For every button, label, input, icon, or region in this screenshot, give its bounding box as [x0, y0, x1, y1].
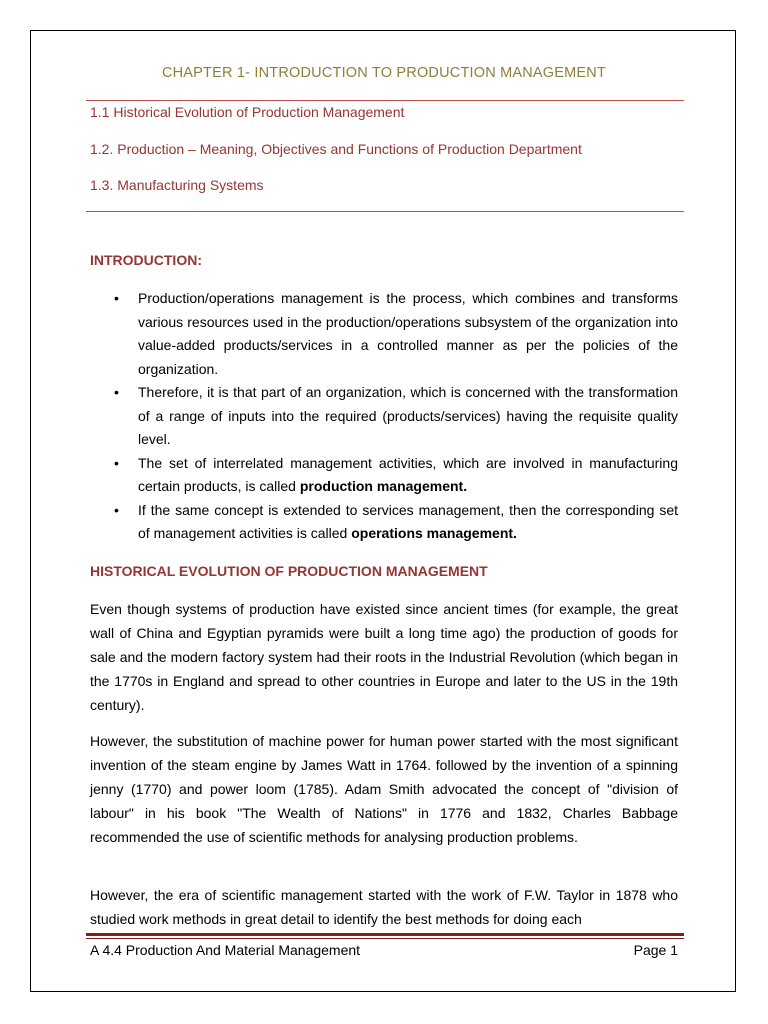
bullet-bold-term: production management. — [299, 478, 468, 494]
introduction-heading: INTRODUCTION: — [90, 252, 202, 268]
historical-evolution-heading: HISTORICAL EVOLUTION OF PRODUCTION MANAGEMENT — [90, 563, 488, 579]
footer-course-title: A 4.4 Production And Material Management — [90, 942, 361, 958]
bullet-text: Production/operations management is the process, which combines and transforms various resources used in the production/operations subsystem of the organization into value-added products/services in a controlled manner as per the policies of the organization. — [138, 290, 678, 377]
paragraph-1: Even though systems of production have existed since ancient times (for example, the great wall of China and Egyptian pyramids were built a long time ago) the production of goods for sale and the modern factory system had their roots in the Industrial Revolution (which began in the 1770s in England and spread to other countries in Europe and later to the US in the 19th century). — [90, 601, 678, 713]
bullet-text: Therefore, it is that part of an organization, which is concerned with the transformation of a range of inputs into the required (products/services) having the requisite quality level. — [138, 384, 678, 447]
bullet-bold-term: operations management. — [351, 525, 517, 541]
list-item — [110, 287, 678, 381]
bullet-text: The set of interrelated management activities, which are involved in manufacturing certain products, is called — [138, 454, 678, 494]
bullet-icon: • — [114, 454, 119, 471]
toc-top-rule — [86, 100, 684, 101]
toc-item-1-1: 1.1 Historical Evolution of Production Management — [90, 104, 405, 120]
footer-rule — [86, 933, 684, 936]
bullet-text: If the same concept is extended to services management, then the corresponding set of management activities is called — [138, 501, 678, 541]
list-item — [110, 381, 678, 452]
toc-bottom-rule — [86, 211, 684, 212]
chapter-title: CHAPTER 1- INTRODUCTION TO PRODUCTION MANAGEMENT — [161, 65, 607, 81]
footer-rule-thin — [86, 938, 684, 939]
list-item — [110, 499, 678, 546]
introduction-bullet-list — [110, 287, 678, 546]
list-item — [110, 452, 678, 499]
toc-item-1-3: 1.3. Manufacturing Systems — [90, 177, 264, 193]
bullet-icon: • — [114, 384, 119, 400]
bullet-icon: • — [114, 501, 119, 518]
footer-page-number: Page 1 — [633, 942, 678, 958]
paragraph-2: However, the substitution of machine power for human power started with the most significant invention of the steam engine by James Watt in 1764. followed by the invention of a spinning jenny (1770) and power loom (1785). Adam Smith advocated the concept of "division of labour" in his book "The Wealth of Nations" in 1776 and 1832, Charles Babbage recommended the use of scientific methods for analysing production problems. — [90, 733, 678, 845]
bullet-icon: • — [114, 290, 119, 306]
toc-item-1-2: 1.2. Production – Meaning, Objectives and Functions of Production Department — [90, 141, 582, 157]
paragraph-3: However, the era of scientific management started with the work of F.W. Taylor in 1878 who studied work methods in great detail to identify the best methods for doing each — [90, 887, 678, 927]
